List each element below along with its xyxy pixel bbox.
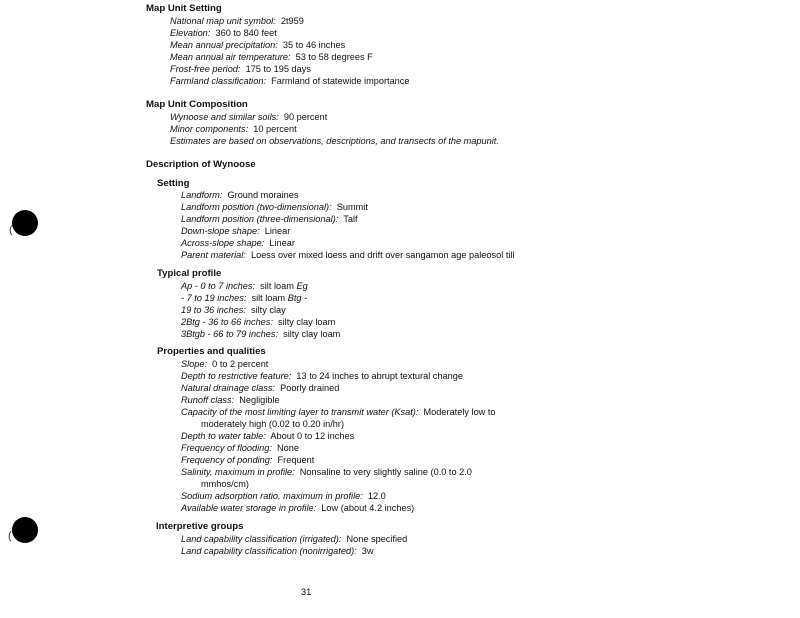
ksat-capacity: Capacity of the most limiting layer to transmit water (Ksat): Moderately low to [181, 407, 496, 417]
page-number: 31 [301, 587, 312, 597]
land-capability-irrigated: Land capability classification (irrigated): None specified [181, 534, 408, 544]
mean-annual-air-temperature: Mean annual air temperature: 53 to 58 degrees F [170, 52, 373, 62]
mean-annual-precipitation: Mean annual precipitation: 35 to 46 inches [170, 40, 346, 50]
salinity-maximum: Salinity, maximum in profile: Nonsaline to very slightly saline (0.0 to 2.0 [181, 467, 472, 477]
landform-position-2d: Landform position (two-dimensional): Summit [181, 202, 368, 212]
national-map-unit-symbol: National map unit symbol: 2t959 [170, 16, 304, 26]
natural-drainage-class: Natural drainage class: Poorly drained [181, 383, 340, 393]
description-heading: Description of Wynoose [146, 159, 256, 170]
setting-heading: Setting [157, 178, 190, 189]
depth-restrictive-feature: Depth to restrictive feature: 13 to 24 inches to abrupt textural change [181, 371, 463, 381]
ksat-capacity-continued: moderately high (0.02 to 0.20 in/hr) [201, 419, 344, 429]
runoff-class: Runoff class: Negligible [181, 395, 280, 405]
frequency-ponding: Frequency of ponding: Frequent [181, 455, 315, 465]
minor-components: Minor components: 10 percent [170, 124, 297, 134]
land-capability-nonirrigated: Land capability classification (nonirrigated): 3w [181, 546, 374, 556]
map-unit-setting-heading: Map Unit Setting [146, 3, 222, 14]
frequency-flooding: Frequency of flooding: None [181, 443, 299, 453]
available-water-storage: Available water storage in profile: Low (about 4.2 inches) [181, 503, 415, 513]
landform-position-3d: Landform position (three-dimensional): Talf [181, 214, 358, 224]
salinity-maximum-continued: mmhos/cm) [201, 479, 249, 489]
scan-mark-top: ( [9, 224, 13, 236]
typical-profile-heading: Typical profile [157, 268, 222, 279]
binder-hole-top [12, 210, 38, 236]
across-slope-shape: Across-slope shape: Linear [181, 238, 295, 248]
map-unit-composition-heading: Map Unit Composition [146, 99, 248, 110]
slope: Slope: 0 to 2 percent [181, 359, 269, 369]
interpretive-groups-heading: Interpretive groups [156, 521, 244, 532]
properties-heading: Properties and qualities [157, 346, 266, 357]
farmland-classification: Farmland classification: Farmland of statewide importance [170, 76, 410, 86]
profile-layer-3btgb: 3Btgb - 66 to 79 inches: silty clay loam [181, 329, 341, 339]
down-slope-shape: Down-slope shape: Linear [181, 226, 291, 236]
binder-hole-bottom [12, 517, 38, 543]
composition-note: Estimates are based on observations, descriptions, and transects of the mapunit. [170, 136, 499, 146]
elevation: Elevation: 360 to 840 feet [170, 28, 277, 38]
frost-free-period: Frost-free period: 175 to 195 days [170, 64, 311, 74]
profile-layer-2btg: 2Btg - 36 to 66 inches: silty clay loam [181, 317, 336, 327]
profile-layer-ap: Ap - 0 to 7 inches: silt loam Eg [181, 281, 308, 291]
depth-water-table: Depth to water table: About 0 to 12 inches [181, 431, 355, 441]
sodium-adsorption-ratio: Sodium adsorption ratio, maximum in profile: 12.0 [181, 491, 386, 501]
profile-layer-eg: - 7 to 19 inches: silt loam Btg - [181, 293, 308, 303]
wynoose-similar-soils: Wynoose and similar soils: 90 percent [170, 112, 328, 122]
parent-material: Parent material: Loess over mixed loess and drift over sangamon age paleosol till [181, 250, 515, 260]
landform: Landform: Ground moraines [181, 190, 299, 200]
scan-mark-bottom: ( [8, 530, 12, 542]
profile-layer-btg: 19 to 36 inches: silty clay [181, 305, 286, 315]
